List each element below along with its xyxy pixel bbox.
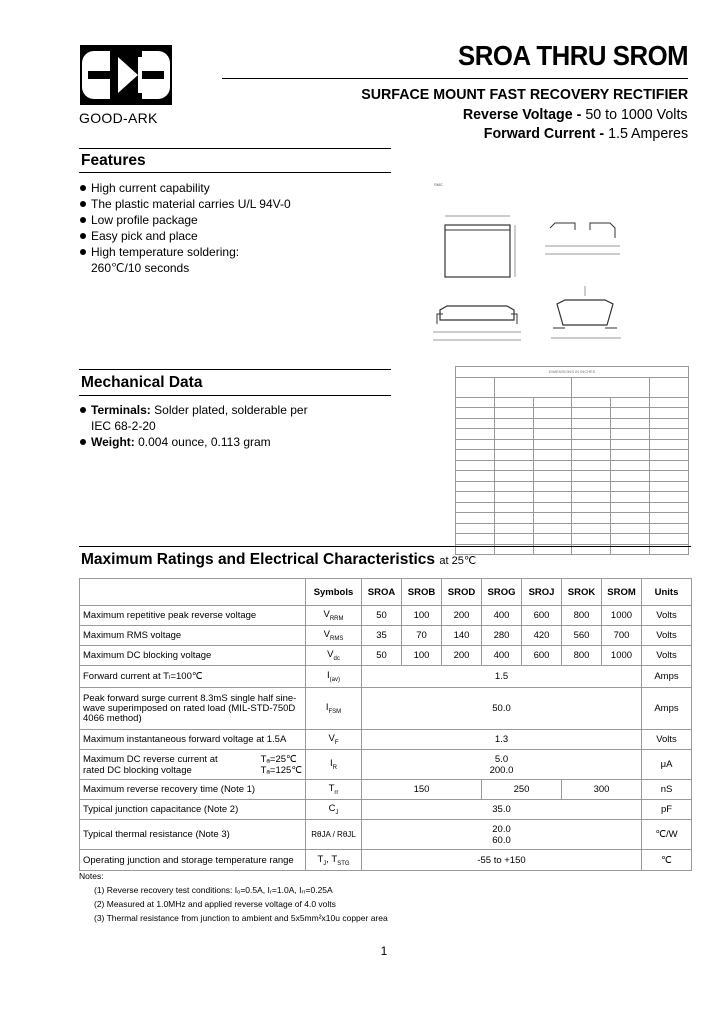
symbol-cell (306, 750, 362, 780)
title-rule (222, 78, 688, 79)
symbol-sub: J (335, 809, 339, 816)
value-cell (362, 820, 642, 850)
symbol-sub: STG (337, 860, 350, 867)
symbol: V (327, 649, 334, 661)
header-cell: Units (642, 579, 692, 606)
param-cell: Typical thermal resistance (Note 3) (80, 820, 306, 850)
header-cell: SROK (562, 579, 602, 606)
symbol-sub: RMS (330, 635, 344, 642)
symbol: V (323, 629, 330, 641)
ratings-table (79, 578, 692, 871)
symbol-cell: RθJA / RθJL (306, 820, 362, 850)
mechanical-list (79, 402, 379, 450)
value-cell: 300 (562, 780, 642, 800)
param-cell: Forward current at Tₗ=100℃ (80, 666, 306, 688)
value-cell: 50 (362, 646, 402, 666)
value-cell: 600 (522, 646, 562, 666)
product-subtitle: SURFACE MOUNT FAST RECOVERY RECTIFIER (361, 86, 688, 103)
unit-cell: Volts (642, 606, 692, 626)
value-cell: 250 (482, 780, 562, 800)
unit-cell: μA (642, 750, 692, 780)
condition: Tₐ=125℃ (260, 764, 302, 776)
value-cell: 600 (522, 606, 562, 626)
symbol-cell (306, 780, 362, 800)
symbol: T (328, 783, 335, 795)
value-cell: 400 (482, 646, 522, 666)
table-row (80, 730, 692, 750)
value: 200.0 (489, 764, 514, 776)
value-cell: 150 (362, 780, 482, 800)
header-cell (80, 579, 306, 606)
terminals-text: Solder plated, solderable per (154, 403, 308, 417)
symbol-cell (306, 666, 362, 688)
symbol: T (331, 853, 338, 865)
param-conditions (261, 754, 302, 776)
param-cell: Peak forward surge current 8.3mS single half sine-wave superimposed on rated load (MIL-STD-750D 4066 method) (80, 688, 306, 730)
list-item: High current capability (79, 180, 379, 196)
param-cell: Maximum RMS voltage (80, 626, 306, 646)
table-row (80, 626, 692, 646)
features-rule-top (79, 148, 391, 149)
unit-cell: Volts (642, 646, 692, 666)
page-number: 1 (380, 944, 388, 958)
value-cell: 280 (482, 626, 522, 646)
note-item: (2) Measured at 1.0MHz and applied reverse voltage of 4.0 volts (94, 899, 336, 909)
terminals-label: Terminals: (91, 403, 151, 417)
value-cell: 1.5 (362, 666, 642, 688)
header-cell: SROB (402, 579, 442, 606)
symbol: V (328, 733, 335, 745)
header-cell: SROG (482, 579, 522, 606)
mechanical-rule-bottom (79, 395, 391, 396)
symbol-sub: R (332, 764, 337, 771)
symbol-cell (306, 800, 362, 820)
value-cell: 200 (442, 606, 482, 626)
list-item: The plastic material carries U/L 94V-0 (79, 196, 379, 212)
package-drawing (425, 178, 665, 358)
symbol-cell: $T_J$, $T_{STG}$ (306, 850, 362, 871)
symbol-cell (306, 646, 362, 666)
notes (79, 869, 388, 925)
value: 5.0 (494, 753, 509, 765)
param-cell: Maximum reverse recovery time (Note 1) (80, 780, 306, 800)
condition: Tₐ=25℃ (260, 753, 297, 765)
list-item-continuation: IEC 68-2-20 (91, 419, 156, 433)
value-cell: -55 to +150 (362, 850, 642, 871)
param-cell: Typical junction capacitance (Note 2) (80, 800, 306, 820)
list-item-continuation: 260℃/10 seconds (91, 261, 190, 275)
header-cell: SROD (442, 579, 482, 606)
param-cell (80, 750, 306, 780)
param-cell: Operating junction and storage temperature range (80, 850, 306, 871)
ratings-rule-top (79, 546, 691, 547)
symbol-cell (306, 606, 362, 626)
symbol-sub: dc (333, 655, 340, 662)
forward-current-spec (484, 125, 688, 142)
unit-cell: Volts (642, 626, 692, 646)
value-cell: 1000 (602, 606, 642, 626)
header-cell: SROJ (522, 579, 562, 606)
unit-cell: pF (642, 800, 692, 820)
value-cell: 100 (402, 646, 442, 666)
header-cell: Symbols (306, 579, 362, 606)
table-row (80, 800, 692, 820)
features-heading: Features (81, 152, 146, 169)
unit-cell: Volts (642, 730, 692, 750)
value-cell: 800 (562, 646, 602, 666)
param-cond-grid (83, 754, 302, 776)
dimensions-table (455, 366, 689, 555)
value-cell: 50.0 (362, 688, 642, 730)
value-cell: 140 (442, 626, 482, 646)
list-item: High temperature soldering: (79, 244, 379, 260)
table-row (80, 666, 692, 688)
param-cell: Maximum DC blocking voltage (80, 646, 306, 666)
table-header-row (80, 579, 692, 606)
unit-cell: Amps (642, 688, 692, 730)
value-cell: 1.3 (362, 730, 642, 750)
value-cell: 200 (442, 646, 482, 666)
param-cell: Maximum instantaneous forward voltage at 1.5A (80, 730, 306, 750)
weight-text: 0.004 ounce, 0.113 gram (138, 435, 271, 449)
ratings-title-suffix: at 25℃ (439, 555, 477, 567)
list-item (79, 434, 379, 450)
reverse-voltage-spec (463, 106, 688, 123)
features-rule-bottom (79, 172, 391, 173)
value-cell: 800 (562, 606, 602, 626)
header-cell: SROM (602, 579, 642, 606)
unit-cell: ℃ (642, 850, 692, 871)
table-row (80, 780, 692, 800)
symbol-sub: F (334, 739, 339, 746)
symbol: I (330, 758, 333, 770)
value-cell: 70 (402, 626, 442, 646)
symbol-cell (306, 626, 362, 646)
symbol-sub: rr (334, 789, 339, 796)
symbol-sub: RRM (329, 615, 344, 622)
reverse-voltage-value: 50 to 1000 Volts (585, 106, 688, 123)
package-outline-svg (425, 178, 665, 358)
symbol: I (327, 670, 330, 682)
ratings-heading (81, 551, 476, 569)
weight-label: Weight: (91, 435, 135, 449)
page-title: SROA THRU SROM (457, 40, 688, 71)
reverse-voltage-label: Reverse Voltage - (463, 106, 582, 123)
param-cell: Maximum repetitive peak reverse voltage (80, 606, 306, 626)
package-label: SMC (434, 182, 443, 187)
notes-title: Notes: (79, 871, 104, 881)
symbol: T (317, 853, 324, 865)
value-cell: 100 (402, 606, 442, 626)
value-cell: 400 (482, 606, 522, 626)
symbol-cell (306, 730, 362, 750)
note-item: (1) Reverse recovery test conditions: Iₒ=0.5A, Iᵣ=1.0A, Iᵣᵣ=0.25A (94, 885, 333, 895)
symbol-sub: (av) (329, 676, 340, 683)
table-row (80, 688, 692, 730)
list-item: Easy pick and place (79, 228, 379, 244)
value-cell: 420 (522, 626, 562, 646)
value-cell: 1000 (602, 646, 642, 666)
symbol-sub: J (323, 860, 327, 867)
table-row (80, 820, 692, 850)
company-name: GOOD-ARK (79, 110, 158, 126)
value: 60.0 (492, 834, 511, 846)
table-row (80, 646, 692, 666)
table-row (80, 606, 692, 626)
symbol-cell (306, 688, 362, 730)
value-cell: 700 (602, 626, 642, 646)
mechanical-heading: Mechanical Data (81, 374, 203, 391)
value-cell (362, 750, 642, 780)
forward-current-value: 1.5 Amperes (607, 125, 688, 142)
unit-cell: nS (642, 780, 692, 800)
features-list (79, 180, 379, 276)
value-cell: 560 (562, 626, 602, 646)
ratings-title: Maximum Ratings and Electrical Characteristics (81, 551, 436, 568)
company-logo (80, 45, 172, 105)
list-item: Low profile package (79, 212, 379, 228)
unit-cell: Amps (642, 666, 692, 688)
symbol: I (325, 702, 329, 714)
symbol-sub: FSM (328, 708, 342, 715)
value-cell: 35 (362, 626, 402, 646)
list-item (79, 402, 379, 418)
dimensions-title: DIMENSIONS IN INCHES (456, 367, 689, 378)
param-text: Maximum DC reverse current at rated DC blocking voltage (83, 753, 218, 776)
unit-cell: ℃/W (642, 820, 692, 850)
table-row (80, 850, 692, 871)
forward-current-label: Forward Current - (483, 125, 605, 142)
header-cell: SROA (362, 579, 402, 606)
value-cell: 35.0 (362, 800, 642, 820)
value: 20.0 (492, 823, 511, 835)
note-item: (3) Thermal resistance from junction to ambient and 5x5mm²x10u copper area (94, 913, 388, 923)
ratings-table-wrap (79, 578, 692, 871)
mechanical-rule-top (79, 369, 391, 370)
table-row (80, 750, 692, 780)
symbol: V (323, 609, 330, 621)
value-cell: 50 (362, 606, 402, 626)
symbol: C (328, 803, 336, 815)
